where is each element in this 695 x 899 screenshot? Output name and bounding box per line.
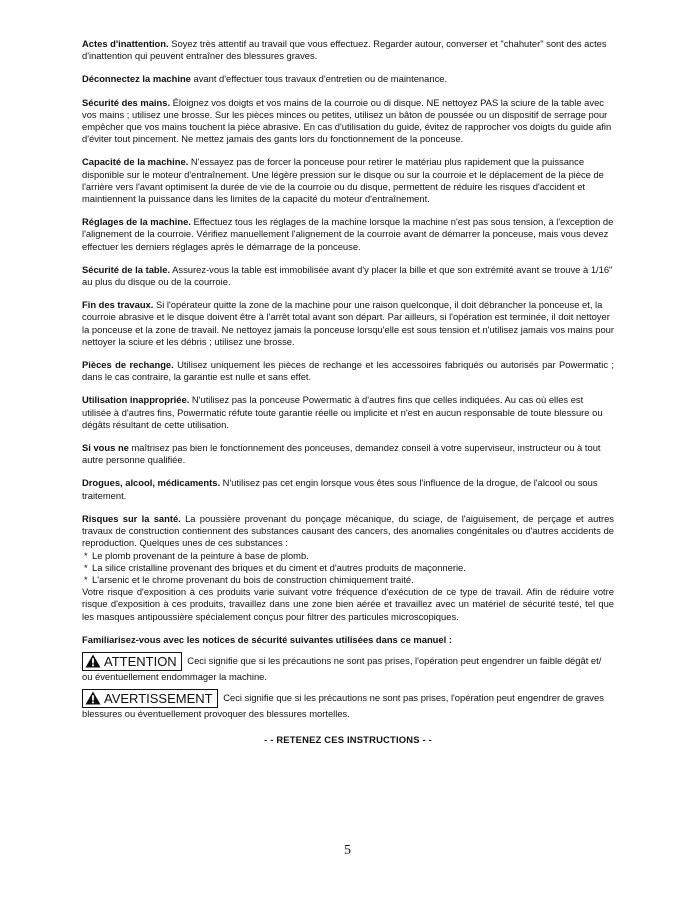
warning-text: Ceci signifie que si les précautions ne sont pas prises, l'opération peut engendrer de graves blessures ou éventuellement provoquer des blessures mortelles.: [82, 692, 604, 720]
bullet-mark: *: [84, 561, 88, 573]
section-text: Assurez-vous la table est immobilisée avant d'y placer la bille et que son extrémité avant se trouve à 1/16" au plus du disque ou de la courroie.: [82, 263, 613, 288]
warning-triangle-icon: [85, 654, 101, 668]
notice-attention: [82, 652, 614, 683]
section-title: Sécurité des mains.: [82, 96, 171, 108]
list-item: [82, 574, 614, 586]
bullet-mark: *: [84, 573, 88, 585]
list-item: [82, 562, 614, 574]
section-text: Si l'opérateur quitte la zone de la machine pour une raison quelconque, il doit débrancher la ponceuse et, la courroie abrasive et le disque doivent être à l'arrêt total avant son départ. Par ailleurs, si l'opération est terminée, il doit nettoyer la ponceuse et la zone de travail. Ne nettoyez jamais la ponceuse lorsqu'elle est sous tension et n'utilisez jamais vos mains pour nettoyer la sciure et les débris ; utilisez une brosse.: [82, 299, 614, 347]
section-disconnect: [82, 73, 614, 85]
section-text: N'utilisez pas cet engin lorsque vous êtes sous l'influence de la drogue, de l'alcool ou sous traitement.: [82, 477, 598, 501]
section-title: Capacité de la machine.: [82, 156, 189, 168]
notices-heading: Familiarisez-vous avec les notices de sécurité suivantes utilisées dans ce manuel :: [82, 633, 452, 645]
attention-text: Ceci signifie que si les précautions ne sont pas prises, l'opération peut engendrer un faible dégât et/ ou éventuellement endommager la machine.: [82, 654, 602, 682]
list-item-text: Le plomb provenant de la peinture à base de plomb.: [92, 549, 309, 561]
attention-label: ATTENTION: [104, 653, 177, 669]
list-item: [82, 550, 614, 562]
section-text: Éloignez vos doigts et vos mains de la courroie ou di disque. NE nettoyez PAS la sciure de la table avec vos mains ; utilisez une brosse. Sur les pièces minces ou petites, utilisez un bâton de poussée ou un dispositif de serrage pour empêcher que vos mains touchent la pièce abrasive. En cas d'utilisation du guide, évitez de rapprocher vos doigts du guide afin d'éviter tout pincement. Ne mettez jamais des gants lors du fonctionnement de la ponceuse.: [82, 96, 612, 145]
section-drugs-alcohol: [82, 477, 614, 501]
section-inattention: [82, 38, 614, 62]
section-title: Déconnectez la machine: [82, 73, 191, 85]
section-table-safety: [82, 264, 614, 288]
section-text: maîtrisez pas bien le fonctionnement des ponceuses, demandez conseil à votre superviseur, instructeur ou à tout autre personne qualifiée.: [82, 442, 601, 466]
section-title: Pièces de rechange.: [82, 359, 174, 371]
list-item-text: La silice cristalline provenant des briques et du ciment et d'autres produits de maçonnerie.: [92, 561, 466, 573]
retain-instructions: - - RETENEZ CES INSTRUCTIONS - -: [264, 734, 432, 746]
section-machine-settings: [82, 216, 614, 253]
attention-badge: [82, 652, 182, 671]
section-text: La poussière provenant du ponçage mécanique, du sciage, de l'aiguisement, de perçage et autres travaux de construction contiennent des substances causant des cancers, des anomalies congénitales ou d'autres accidents de reproduction. Quelques unes de ces substances :: [82, 512, 614, 549]
warning-label: AVERTISSEMENT: [104, 691, 213, 707]
section-text: N'essayez pas de forcer la ponceuse pour retirer le matériau plus rapidement que la puissance disponible sur le moteur d'entraînement. Une légère pression sur le disque ou sur la courroie et le déplacement de la pièce de l'arrière vers l'avant optimisent la durée de vie de la courroie ou du disque, permettent de réduire les risques d'accident et maintiennent la puissance dans les limites de la capacité du moteur d'entraînement.: [82, 156, 604, 205]
section-end-of-work: [82, 299, 614, 348]
substance-list: [82, 550, 614, 587]
section-hand-safety: [82, 97, 614, 146]
page-number: 5: [344, 843, 351, 858]
section-title: Risques sur la santé.: [82, 512, 181, 524]
warning-badge: [82, 689, 218, 708]
section-text: Votre risque d'exposition à ces produits varie suivant votre fréquence d'exécution de ce type de travail. Afin de réduire votre risque d'exposition à ces produits, travaillez dans une zone bien aérée et travaillez avec un matériel de sécurité testé, tel que les masques antipoussière spécialement conçus pour filtrer des particules microscopiques.: [82, 586, 614, 622]
section-title: Sécurité de la table.: [82, 263, 171, 275]
section-text: N'utilisez pas la ponceuse Powermatic à d'autres fins que celles indiquées. Au cas où elles est utilisée à d'autres fins, Powermatic réfute toute garantie réelle ou implicite et n'est en aucun responsable de toute blessure ou dégâts résultant de cette utilisation.: [82, 394, 603, 430]
section-title: Actes d'inattention.: [82, 38, 169, 49]
section-not-mastered: [82, 442, 614, 466]
section-title: Drogues, alcool, médicaments.: [82, 477, 221, 489]
notice-warning: [82, 689, 614, 720]
list-item-text: L'arsenic et le chrome provenant du bois de construction chimiquement traité.: [92, 573, 414, 585]
section-title: Utilisation inappropriée.: [82, 394, 190, 406]
section-title: Si vous ne: [82, 442, 129, 454]
page-content: [82, 38, 614, 756]
section-spare-parts: [82, 359, 614, 383]
section-title: Réglages de la machine.: [82, 216, 191, 228]
section-improper-use: [82, 394, 614, 431]
section-health-risks: [82, 513, 614, 623]
section-title: Fin des travaux.: [82, 299, 154, 311]
section-text: Utilisez uniquement les pièces de rechange et les accessoires fabriqués ou autorisés par Powermatic ; dans le cas contraire, la garantie est nulle et sans effet.: [82, 359, 615, 383]
warning-triangle-icon: [85, 691, 101, 705]
section-text: avant d'effectuer tous travaux d'entretien ou de maintenance.: [190, 73, 448, 85]
section-text: Effectuez tous les réglages de la machine lorsque la machine n'est pas sous tension, à l'exception de l'alignement de la courroie. Vérifiez manuellement l'alignement de la courroie avant de démarrer la ponceuse, mais vous devez effectuer les derniers réglages après le démarrage de la ponceuse.: [82, 216, 614, 252]
section-machine-capacity: [82, 156, 614, 205]
bullet-mark: *: [84, 549, 88, 561]
section-text: Soyez très attentif au travail que vous effectuez. Regarder autour, converser et "chahuter" sont des actes d'inattention qui peuvent entraîner des blessures graves.: [82, 38, 607, 62]
